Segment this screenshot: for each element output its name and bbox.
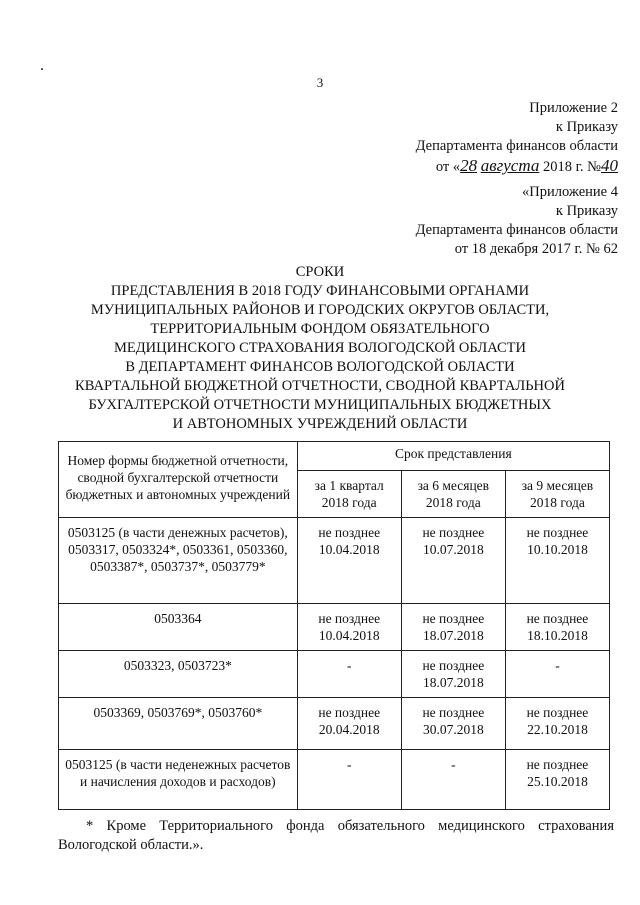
- row-q2: -: [401, 750, 505, 810]
- table-header-row: [59, 442, 610, 471]
- annex2-date-line: [416, 156, 618, 177]
- header-submission-term: Срок представления: [297, 442, 609, 471]
- title-line: МУНИЦИПАЛЬНЫХ РАЙОНОВ И ГОРОДСКИХ ОКРУГОВ ОБЛАСТИ,: [90, 302, 550, 318]
- footnote: * Кроме Территориального фонда обязательного медицинского страхования Вологодской области.».: [58, 818, 614, 853]
- row-q2: не позднее 18.07.2018: [401, 604, 505, 651]
- header-q1: за 1 квартал 2018 года: [297, 471, 401, 518]
- title-line: В ДЕПАРТАМЕНТ ФИНАНСОВ ВОЛОГОДСКОЙ ОБЛАСТИ: [125, 359, 515, 375]
- row-form: 0503323, 0503723*: [59, 651, 298, 698]
- annex4-line2: к Приказу: [555, 203, 618, 219]
- title-line: СРОКИ: [295, 264, 345, 280]
- title-line: ПРЕДСТАВЛЕНИЯ В 2018 ГОДУ ФИНАНСОВЫМИ ОРГАНАМИ: [110, 283, 530, 299]
- annex4-line3: Департамента финансов области: [415, 222, 618, 238]
- header-q2: за 6 месяцев 2018 года: [401, 471, 505, 518]
- title-line: КВАРТАЛЬНОЙ БЮДЖЕТНОЙ ОТЧЕТНОСТИ, СВОДНОЙ КВАРТАЛЬНОЙ: [75, 378, 565, 394]
- page-number: 3: [316, 75, 324, 90]
- annex4-line1: «Приложение 4: [522, 184, 618, 200]
- row-q3: не позднее 25.10.2018: [505, 750, 609, 810]
- annex2-header: [416, 99, 618, 177]
- row-q1: не позднее 10.04.2018: [297, 518, 401, 604]
- row-form: 0503364: [59, 604, 298, 651]
- title-line: ТЕРРИТОРИАЛЬНЫМ ФОНДОМ ОБЯЗАТЕЛЬНОГО: [150, 321, 490, 337]
- row-q1: -: [297, 651, 401, 698]
- annex2-line1: Приложение 2: [529, 100, 618, 116]
- row-q3: не позднее 10.10.2018: [505, 518, 609, 604]
- title-line: И АВТОНОМНЫХ УЧРЕЖДЕНИЙ ОБЛАСТИ: [172, 416, 468, 432]
- row-q1: не позднее 10.04.2018: [297, 604, 401, 651]
- deadlines-table: [58, 441, 610, 810]
- row-q2: не позднее 10.07.2018: [401, 518, 505, 604]
- table-row: [59, 750, 610, 810]
- row-q1: -: [297, 750, 401, 810]
- stray-dot-mark: .: [40, 57, 44, 74]
- annex2-date-month: августа: [480, 156, 540, 175]
- table-row: [59, 698, 610, 750]
- header-form-number: Номер формы бюджетной отчетности, сводной бухгалтерской отчетности бюджетных и автономных учреждений: [59, 442, 298, 518]
- row-q2: не позднее 30.07.2018: [401, 698, 505, 750]
- row-form: 0503369, 0503769*, 0503760*: [59, 698, 298, 750]
- annex2-date-day: 28: [460, 156, 478, 175]
- title-line: БУХГАЛТЕРСКОЙ ОТЧЕТНОСТИ МУНИЦИПАЛЬНЫХ БЮДЖЕТНЫХ: [88, 397, 552, 413]
- row-q3: не позднее 18.10.2018: [505, 604, 609, 651]
- annex4-line4: от 18 декабря 2017 г. № 62: [454, 241, 618, 257]
- table-row: [59, 604, 610, 651]
- title-line: МЕДИЦИНСКОГО СТРАХОВАНИЯ ВОЛОГОДСКОЙ ОБЛАСТИ: [114, 340, 526, 356]
- annex2-number: 40: [601, 156, 618, 175]
- annex2-line3: Департамента финансов области: [415, 138, 618, 154]
- annex2-date-year: 2018 г. №: [542, 159, 601, 175]
- row-q3: не позднее 22.10.2018: [505, 698, 609, 750]
- annex2-line2: к Приказу: [555, 119, 618, 135]
- document-title: [0, 263, 640, 434]
- table-row: [59, 518, 610, 604]
- table-row: [59, 651, 610, 698]
- annex4-header: [416, 183, 618, 259]
- annex2-date-prefix: от «: [435, 159, 461, 175]
- row-form: 0503125 (в части неденежных расчетов и начисления доходов и расходов): [59, 750, 298, 810]
- header-q3: за 9 месяцев 2018 года: [505, 471, 609, 518]
- row-q1: не позднее 20.04.2018: [297, 698, 401, 750]
- row-q2: не позднее 18.07.2018: [401, 651, 505, 698]
- row-q3: -: [505, 651, 609, 698]
- row-form: 0503125 (в части денежных расчетов), 0503317, 0503324*, 0503361, 0503360, 0503387*, 0503737*, 0503779*: [59, 518, 298, 604]
